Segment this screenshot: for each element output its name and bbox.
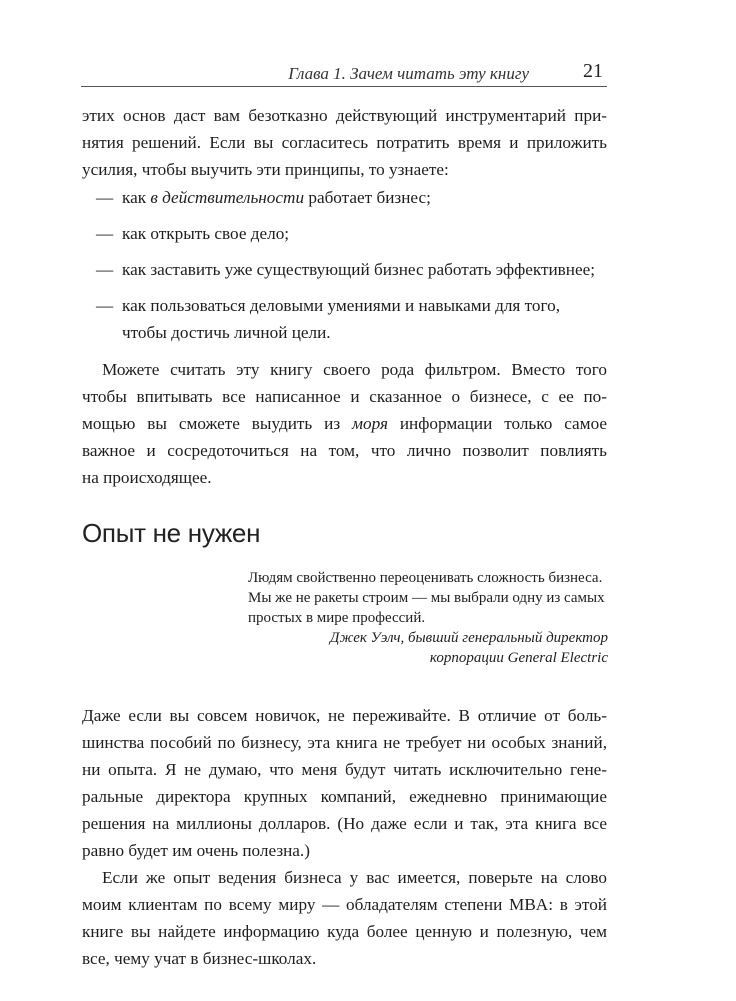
text-line: все, чему учат в бизнес-школах. [82, 949, 317, 968]
quote-line: Людям свойственно переоценивать сложность бизнеса. [248, 570, 603, 586]
intro-paragraph [82, 102, 607, 183]
novice-paragraph [82, 702, 607, 864]
text-emphasis: моря [352, 414, 388, 433]
text-line: решения на миллионы долларов. (Но даже если и так, эта книга все [82, 814, 607, 833]
text-line: шинства пособий по бизнесу, эта книга не требует ни особых знаний, [82, 733, 607, 752]
item-text: как [122, 188, 151, 207]
dash-marker: — [96, 188, 114, 207]
text-line: Можете считать эту книгу своего рода фильтром. Вместо того [102, 360, 607, 379]
text-line: на происходящее. [82, 468, 212, 487]
item-text: чтобы достичь личной цели. [122, 323, 331, 342]
mba-paragraph [82, 864, 607, 972]
item-text: работает бизнес; [304, 188, 431, 207]
dash-marker: — [96, 296, 114, 315]
text-line: этих основ даст вам безотказно действующий инструментарий при- [82, 106, 607, 125]
text-segment: информации только самое [387, 414, 607, 433]
list-item [96, 220, 608, 247]
epigraph [248, 568, 608, 668]
list-item [96, 292, 608, 346]
text-line: важное и сосредоточиться на том, что лично позволит повлиять [82, 441, 607, 460]
list-item [96, 184, 608, 211]
text-line: книге вы найдете информацию куда более ценную и полезную, чем [82, 922, 607, 941]
chapter-title: Глава 1. Зачем читать эту книгу [288, 64, 529, 83]
quote-line: простых в мире профессий. [248, 610, 426, 626]
text-line: ральные директора крупных компаний, ежедневно принимающие [82, 787, 607, 806]
running-header [81, 56, 607, 87]
text-line: усилия, чтобы выучить эти принципы, то узнаете: [82, 160, 449, 179]
text-line: нятия решений. Если вы согласитесь потратить время и приложить [82, 133, 607, 152]
text-line [82, 410, 607, 437]
text-line: моим клиентам по всему миру — обладателям степени MBA: в этой [82, 895, 607, 914]
text-segment: мощью вы сможете выудить из [82, 414, 353, 433]
dash-marker: — [96, 224, 114, 243]
page-number: 21 [583, 60, 603, 82]
bullet-list [96, 184, 608, 355]
filter-paragraph [82, 356, 607, 491]
text-line: ни опыта. Я не думаю, что меня будут читать исключительно гене- [82, 760, 607, 779]
item-text: как открыть свое дело; [122, 224, 290, 243]
text-line: равно будет им очень полезна.) [82, 841, 310, 860]
text-line: чтобы впитывать все написанное и сказанное о бизнесе, с ее по- [82, 387, 607, 406]
quote-attribution: Джек Уэлч, бывший генеральный директор [329, 630, 608, 646]
item-emphasis: в действительности [150, 188, 305, 207]
item-text: как заставить уже существующий бизнес работать эффективнее; [122, 260, 596, 279]
list-item [96, 256, 608, 283]
section-heading: Опыт не нужен [82, 518, 261, 548]
text-line: Даже если вы совсем новичок, не переживайте. В отличие от боль- [82, 706, 607, 725]
quote-attribution: корпорации General Electric [429, 650, 608, 666]
quote-line: Мы же не ракеты строим — мы выбрали одну из самых [248, 590, 605, 606]
item-text: как пользоваться деловыми умениями и навыками для того, [122, 296, 560, 315]
text-line: Если же опыт ведения бизнеса у вас имеется, поверьте на слово [102, 868, 607, 887]
dash-marker: — [96, 260, 114, 279]
